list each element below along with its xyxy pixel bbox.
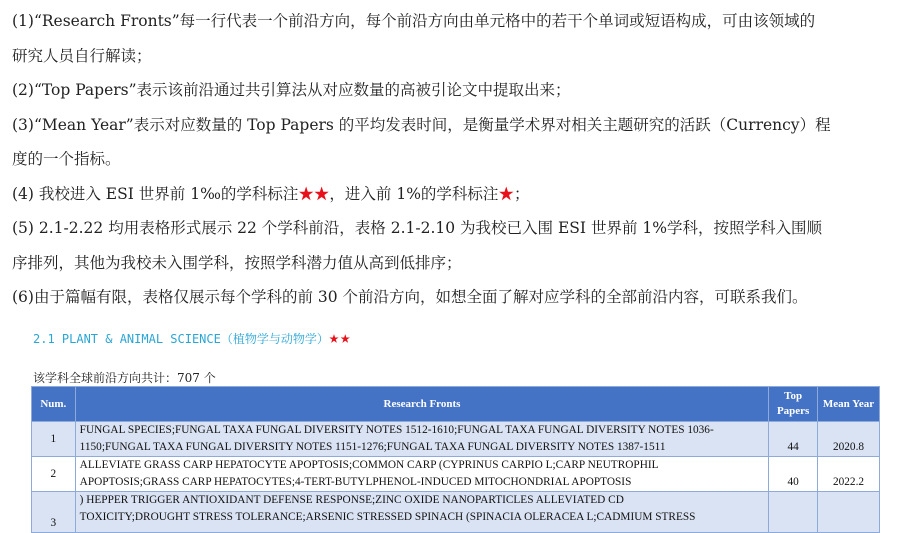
fronts-line: 1150;FUNGAL TAXA FUNGAL DIVERSITY NOTES 1151-1276;FUNGAL TAXA FUNGAL DIVERSITY NOTES 1387-1511	[79, 441, 666, 453]
fronts-count: 该学科全球前沿方向共计：707 个	[33, 371, 216, 385]
note-4-part3: ；	[513, 184, 530, 203]
note-5b: 序排列，其他为我校未入围学科，按照学科潜力值从高到低排序；	[12, 253, 462, 272]
fronts-line: ALLEVIATE GRASS CARP HEPATOCYTE APOPTOSIS;COMMON CARP (CYPRINUS CARPIO L;CARP NEUTROPHIL	[79, 459, 659, 471]
note-4	[12, 177, 892, 212]
row-top-papers: 40	[769, 457, 818, 492]
note-5a: (5) 2.1-2.22 均用表格形式展示 22 个学科前沿，表格 2.1-2.10 为我校已入围 ESI 世界前 1%学科，按照学科入围顺	[12, 219, 822, 237]
note-4-part1: (4) 我校进入 ESI 世界前 1‰的学科标注	[12, 184, 299, 203]
row-research-fronts	[75, 457, 769, 492]
row-mean-year: 2020.8	[818, 422, 880, 457]
fronts-line: TOXICITY;DROUGHT STRESS TOLERANCE;ARSENIC STRESSED SPINACH (SPINACIA OLERACEA L;CADMIUM STRESS	[79, 511, 696, 523]
fronts-line: FUNGAL SPECIES;FUNGAL TAXA FUNGAL DIVERSITY NOTES 1512-1610;FUNGAL TAXA FUNGAL DIVERSITY NOTES 1036-	[79, 424, 714, 436]
notes-block	[12, 4, 892, 315]
row-mean-year	[818, 492, 880, 533]
note-6: (6)由于篇幅有限，表格仅展示每个学科的前 30 个前沿方向，如想全面了解对应学科的全部前沿内容，可联系我们。	[12, 288, 808, 306]
row-research-fronts	[75, 422, 769, 457]
row-num: 1	[32, 422, 76, 457]
row-top-papers	[769, 492, 818, 533]
row-research-fronts	[75, 492, 769, 533]
fronts-line: APOPTOSIS;GRASS CARP HEPATOCYTES;4-TERT-BUTYLPHENOL-INDUCED MITOCHONDRIAL APOPTOSIS	[79, 476, 632, 488]
note-2: (2)“Top Papers”表示该前沿通过共引算法从对应数量的高被引论文中提取出来；	[12, 81, 571, 99]
table-row	[32, 457, 880, 492]
research-fronts-table	[31, 386, 880, 533]
section-heading	[33, 328, 351, 348]
table-header-row	[32, 387, 880, 422]
fronts-line: ) HEPPER TRIGGER ANTIOXIDANT DEFENSE RESPONSE;ZINC OXIDE NANOPARTICLES ALLEVIATED CD	[79, 494, 624, 506]
header-top-papers: Top Papers	[769, 387, 818, 422]
row-num: 3	[32, 492, 76, 533]
row-top-papers: 44	[769, 422, 818, 457]
note-3b: 度的一个指标。	[12, 150, 121, 168]
section-title: 2.1 PLANT & ANIMAL SCIENCE（植物学与动物学）	[33, 332, 329, 346]
single-star-icon: ★	[498, 184, 514, 203]
header-research-fronts: Research Fronts	[75, 387, 769, 422]
section-star-icon: ★★	[328, 328, 352, 348]
double-star-icon: ★★	[298, 184, 330, 203]
table-row	[32, 422, 880, 457]
note-3a: (3)“Mean Year”表示对应数量的 Top Papers 的平均发表时间，是衡量学术界对相关主题研究的活跃（Currency）程	[12, 115, 831, 134]
note-4-part2: ，进入前 1%的学科标注	[329, 184, 499, 203]
row-mean-year: 2022.2	[818, 457, 880, 492]
header-num: Num.	[32, 387, 76, 422]
note-1a: (1)“Research Fronts”每一行代表一个前沿方向，每个前沿方向由单元格中的若干个单词或短语构成，可由该领域的	[12, 12, 816, 30]
note-1b: 研究人员自行解读；	[12, 46, 152, 65]
header-mean-year: Mean Year	[818, 387, 880, 422]
row-num: 2	[32, 457, 76, 492]
table-row	[32, 492, 880, 533]
